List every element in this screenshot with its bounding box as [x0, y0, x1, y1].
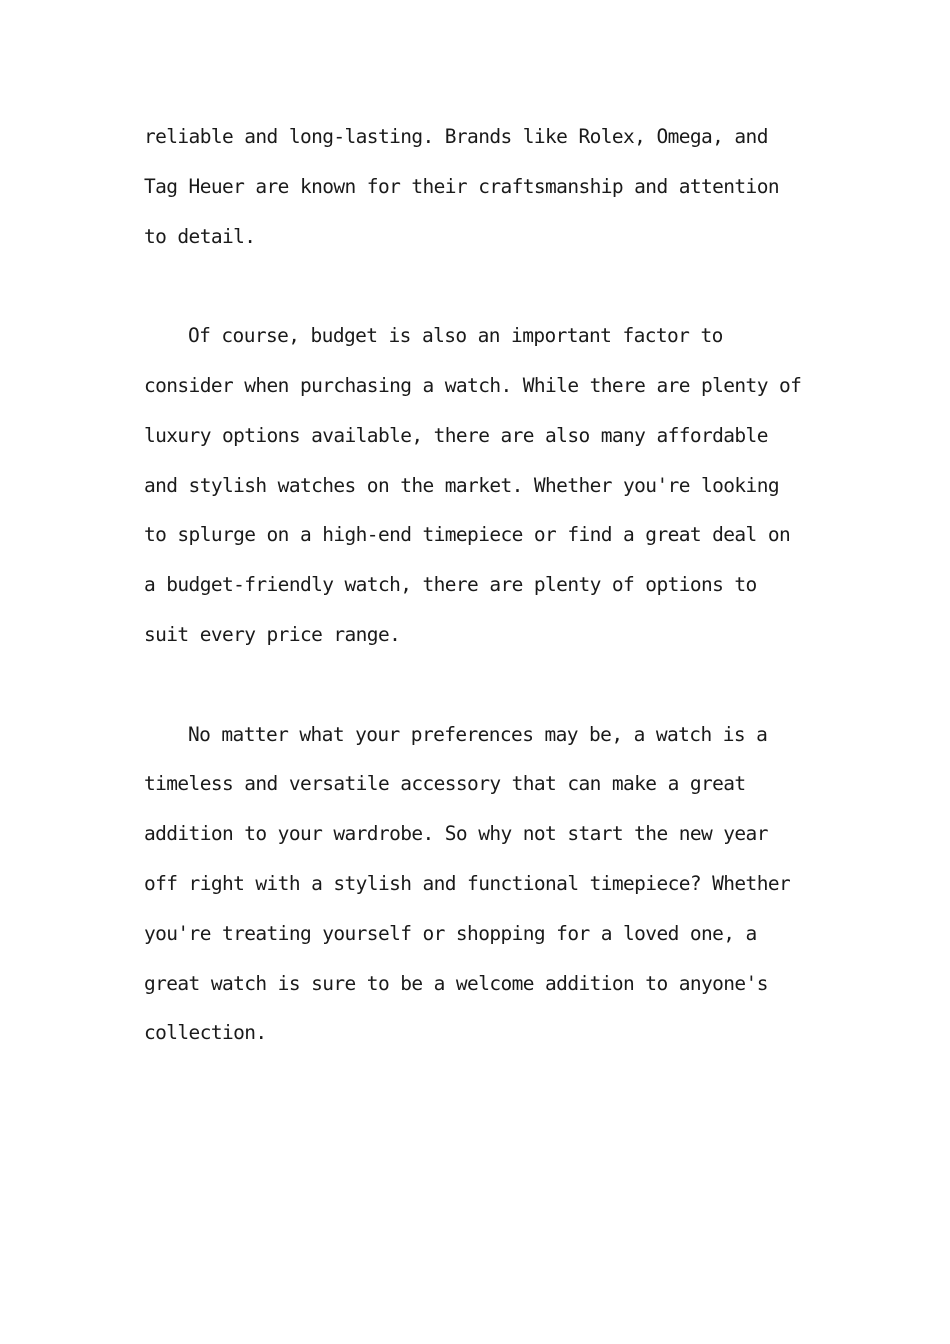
paragraph-2: [144, 311, 824, 660]
paragraph-spacer: [144, 261, 824, 311]
paragraph-line: to detail.: [144, 224, 256, 248]
paragraph-line: you're treating yourself or shopping for a loved one, a: [144, 921, 757, 945]
paragraph-line: Tag Heuer are known for their craftsmanship and attention: [144, 174, 779, 198]
paragraph-line: a budget-friendly watch, there are plenty of options to: [144, 573, 757, 597]
paragraph-line: Of course, budget is also an important factor to: [188, 324, 723, 348]
paragraph-line: great watch is sure to be a welcome addition to anyone's: [144, 971, 768, 995]
document-body: [144, 112, 824, 1058]
paragraph-line: suit every price range.: [144, 622, 401, 646]
paragraph-line: collection.: [144, 1021, 267, 1045]
paragraph-spacer: [144, 660, 824, 710]
paragraph-line: No matter what your preferences may be, a watch is a: [188, 722, 768, 746]
paragraph-line: luxury options available, there are also many affordable: [144, 423, 768, 447]
paragraph-line: consider when purchasing a watch. While there are plenty of: [144, 373, 802, 397]
paragraph-line: addition to your wardrobe. So why not start the new year: [144, 822, 768, 846]
paragraph-line: timeless and versatile accessory that can make a great: [144, 772, 746, 796]
paragraph-line: and stylish watches on the market. Whether you're looking: [144, 473, 779, 497]
paragraph-line: to splurge on a high-end timepiece or find a great deal on: [144, 523, 791, 547]
paragraph-line: off right with a stylish and functional timepiece? Whether: [144, 871, 791, 895]
paragraph-1: [144, 112, 824, 261]
paragraph-3: [144, 710, 824, 1059]
paragraph-line: reliable and long-lasting. Brands like Rolex, Omega, and: [144, 125, 768, 148]
